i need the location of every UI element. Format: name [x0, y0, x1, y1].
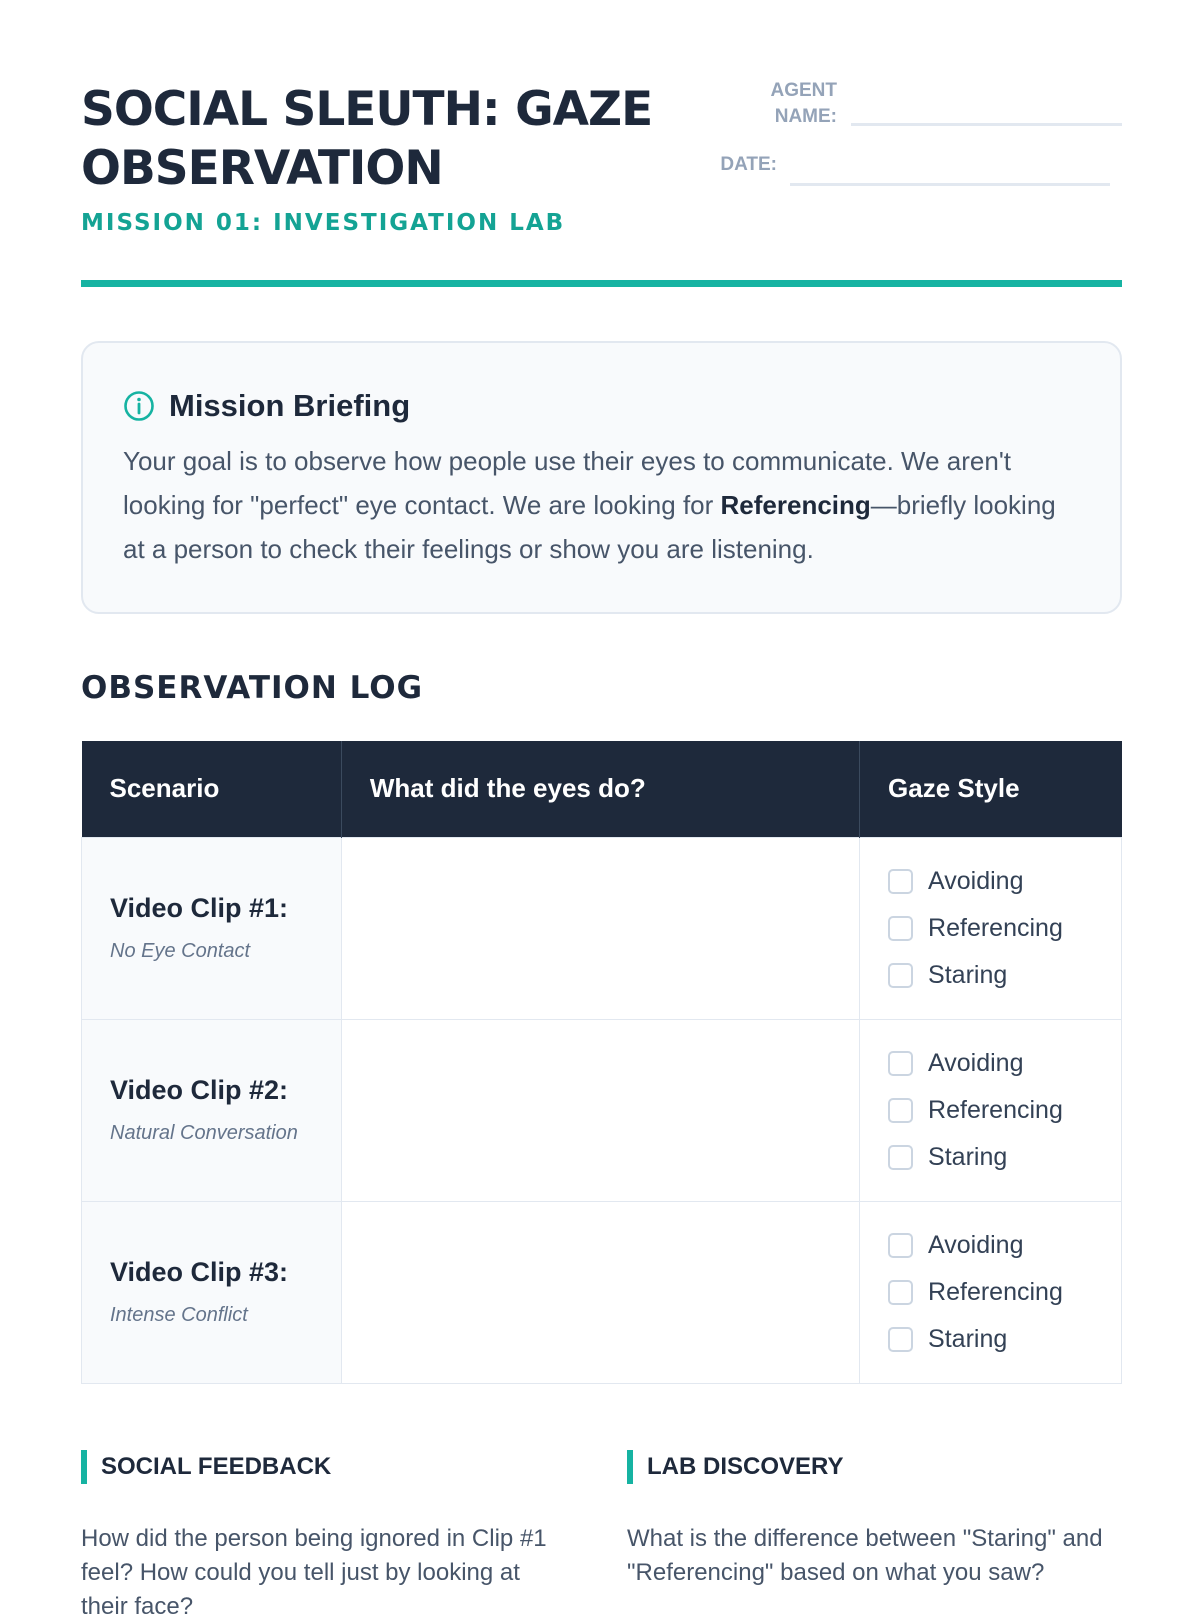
checkbox-icon[interactable]: [888, 1145, 913, 1170]
observation-log-table: [81, 741, 1122, 1384]
checkbox-icon[interactable]: [888, 1098, 913, 1123]
scenario-cell: [82, 1201, 342, 1383]
question-accent-bar: [627, 1450, 633, 1484]
checkbox-icon[interactable]: [888, 1233, 913, 1258]
gaze-option-label: Avoiding: [928, 1230, 1024, 1259]
scenario-cell: [82, 837, 342, 1019]
gaze-option-label: Avoiding: [928, 866, 1024, 895]
question-title: LAB DISCOVERY: [647, 1453, 844, 1480]
table-body: [82, 837, 1122, 1383]
gaze-option-label: Referencing: [928, 913, 1063, 942]
checkbox-icon[interactable]: [888, 869, 913, 894]
observation-answer-field[interactable]: [341, 1201, 859, 1383]
briefing-text-part: —briefly looking at a person to check their feelings or show you are listening.: [123, 490, 1056, 564]
gaze-option-label: Staring: [928, 1142, 1008, 1171]
observation-answer-field[interactable]: [341, 1019, 859, 1201]
column-header-scenario: Scenario: [82, 741, 342, 837]
observation-answer-field[interactable]: [341, 837, 859, 1019]
briefing-text: [123, 439, 1083, 571]
gaze-option[interactable]: [888, 1316, 1093, 1363]
gaze-style-cell: [860, 1201, 1122, 1383]
gaze-option[interactable]: [888, 1087, 1093, 1134]
clip-name: Video Clip #2:: [110, 1075, 289, 1105]
clip-description: Natural Conversation: [110, 1122, 298, 1144]
gaze-option[interactable]: [888, 905, 1093, 952]
observation-log-title: OBSERVATION LOG: [81, 670, 424, 706]
clip-description: No Eye Contact: [110, 940, 251, 962]
agent-name-label: [737, 78, 837, 130]
mission-briefing-card: [81, 341, 1122, 614]
checkbox-icon[interactable]: [888, 1327, 913, 1352]
question-title: SOCIAL FEEDBACK: [101, 1453, 332, 1480]
briefing-text-part: Your goal is to observe how people use their eyes to communicate. We aren't looking for "perfect" eye contact. We are looking for: [123, 446, 1012, 520]
gaze-option-label: Referencing: [928, 1277, 1063, 1306]
question-heading: [627, 1450, 1117, 1484]
mission-subtitle: MISSION 01: INVESTIGATION LAB: [81, 210, 566, 236]
checkbox-icon[interactable]: [888, 1051, 913, 1076]
page-title: SOCIAL SLEUTH: GAZE OBSERVATION: [81, 82, 653, 196]
gaze-option[interactable]: [888, 952, 1093, 999]
briefing-title: Mission Briefing: [169, 388, 411, 423]
agent-label-line-1: AGENT: [770, 80, 837, 101]
checkbox-icon[interactable]: [888, 1280, 913, 1305]
worksheet-header: [81, 0, 1119, 288]
question-accent-bar: [81, 1450, 87, 1484]
table-row: [82, 1201, 1122, 1383]
table-row: [82, 1019, 1122, 1201]
agent-name-field[interactable]: [851, 123, 1122, 126]
scenario-cell: [82, 1019, 342, 1201]
gaze-style-cell: [860, 837, 1122, 1019]
header-divider: [81, 280, 1122, 287]
agent-label-line-2: NAME:: [774, 106, 837, 127]
gaze-option[interactable]: [888, 1269, 1093, 1316]
clip-description: Intense Conflict: [110, 1304, 248, 1326]
clip-name: Video Clip #1:: [110, 893, 289, 923]
gaze-option-label: Staring: [928, 960, 1008, 989]
question-text: How did the person being ignored in Clip #1 feel? How could you tell just by looking at their face?: [81, 1525, 547, 1620]
date-field[interactable]: [790, 183, 1110, 186]
checkbox-icon[interactable]: [888, 916, 913, 941]
question-heading: [81, 1450, 571, 1484]
date-label: DATE:: [720, 154, 777, 175]
gaze-option[interactable]: [888, 858, 1093, 905]
column-header-eyes: What did the eyes do?: [341, 741, 859, 837]
column-header-gaze-style: Gaze Style: [860, 741, 1122, 837]
question-lab-discovery: [627, 1450, 1117, 1590]
gaze-option-label: Avoiding: [928, 1048, 1024, 1077]
gaze-option-label: Referencing: [928, 1095, 1063, 1124]
gaze-option[interactable]: [888, 1134, 1093, 1181]
gaze-option-label: Staring: [928, 1324, 1008, 1353]
briefing-keyword: Referencing: [720, 490, 871, 520]
checkbox-icon[interactable]: [888, 963, 913, 988]
table-header-row: [82, 741, 1122, 837]
info-circle-icon: [123, 390, 155, 422]
clip-name: Video Clip #3:: [110, 1257, 289, 1287]
gaze-option[interactable]: [888, 1040, 1093, 1087]
gaze-option[interactable]: [888, 1222, 1093, 1269]
question-social-feedback: [81, 1450, 571, 1624]
briefing-header: [123, 388, 410, 424]
table-row: [82, 837, 1122, 1019]
gaze-style-cell: [860, 1019, 1122, 1201]
question-text: What is the difference between "Staring" and "Referencing" based on what you saw?: [627, 1525, 1103, 1586]
